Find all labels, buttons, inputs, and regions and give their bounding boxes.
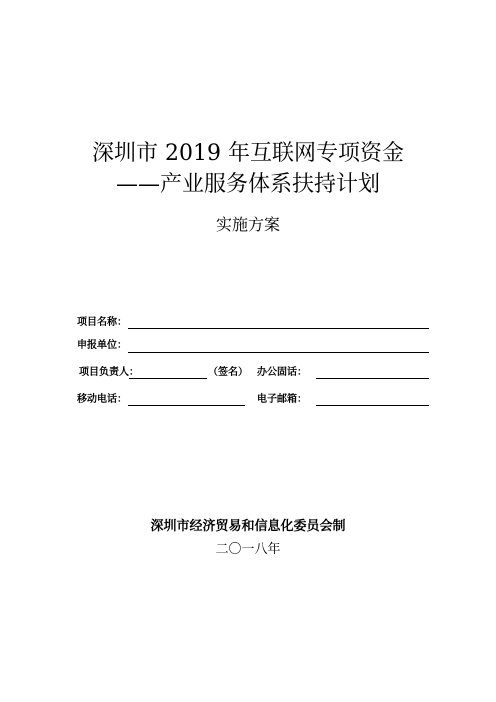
applicant-label: 申报单位： [77, 340, 127, 351]
project-lead-field[interactable] [129, 378, 207, 379]
document-type: 实施方案 [215, 215, 280, 234]
email-field[interactable] [316, 405, 429, 406]
document-title: 深圳市 2019 年互联网专项资金 [92, 141, 404, 166]
signature-note: （签名） [208, 367, 248, 378]
email-label: 电子邮箱： [257, 394, 307, 405]
office-phone-field[interactable] [316, 378, 429, 379]
document-subtitle: ——产业服务体系扶持计划 [115, 172, 380, 197]
project-name-label: 项目名称： [77, 317, 127, 328]
project-name-field[interactable] [128, 328, 429, 329]
applicant-field[interactable] [128, 352, 429, 353]
issue-year: 二〇一八年 [215, 542, 281, 557]
mobile-field[interactable] [128, 405, 245, 406]
office-phone-label: 办公固话： [257, 367, 307, 378]
project-lead-label: 项目负责人： [79, 367, 139, 378]
issuer-text: 深圳市经济贸易和信息化委员会制 [150, 519, 346, 534]
mobile-label: 移动电话： [77, 394, 127, 405]
